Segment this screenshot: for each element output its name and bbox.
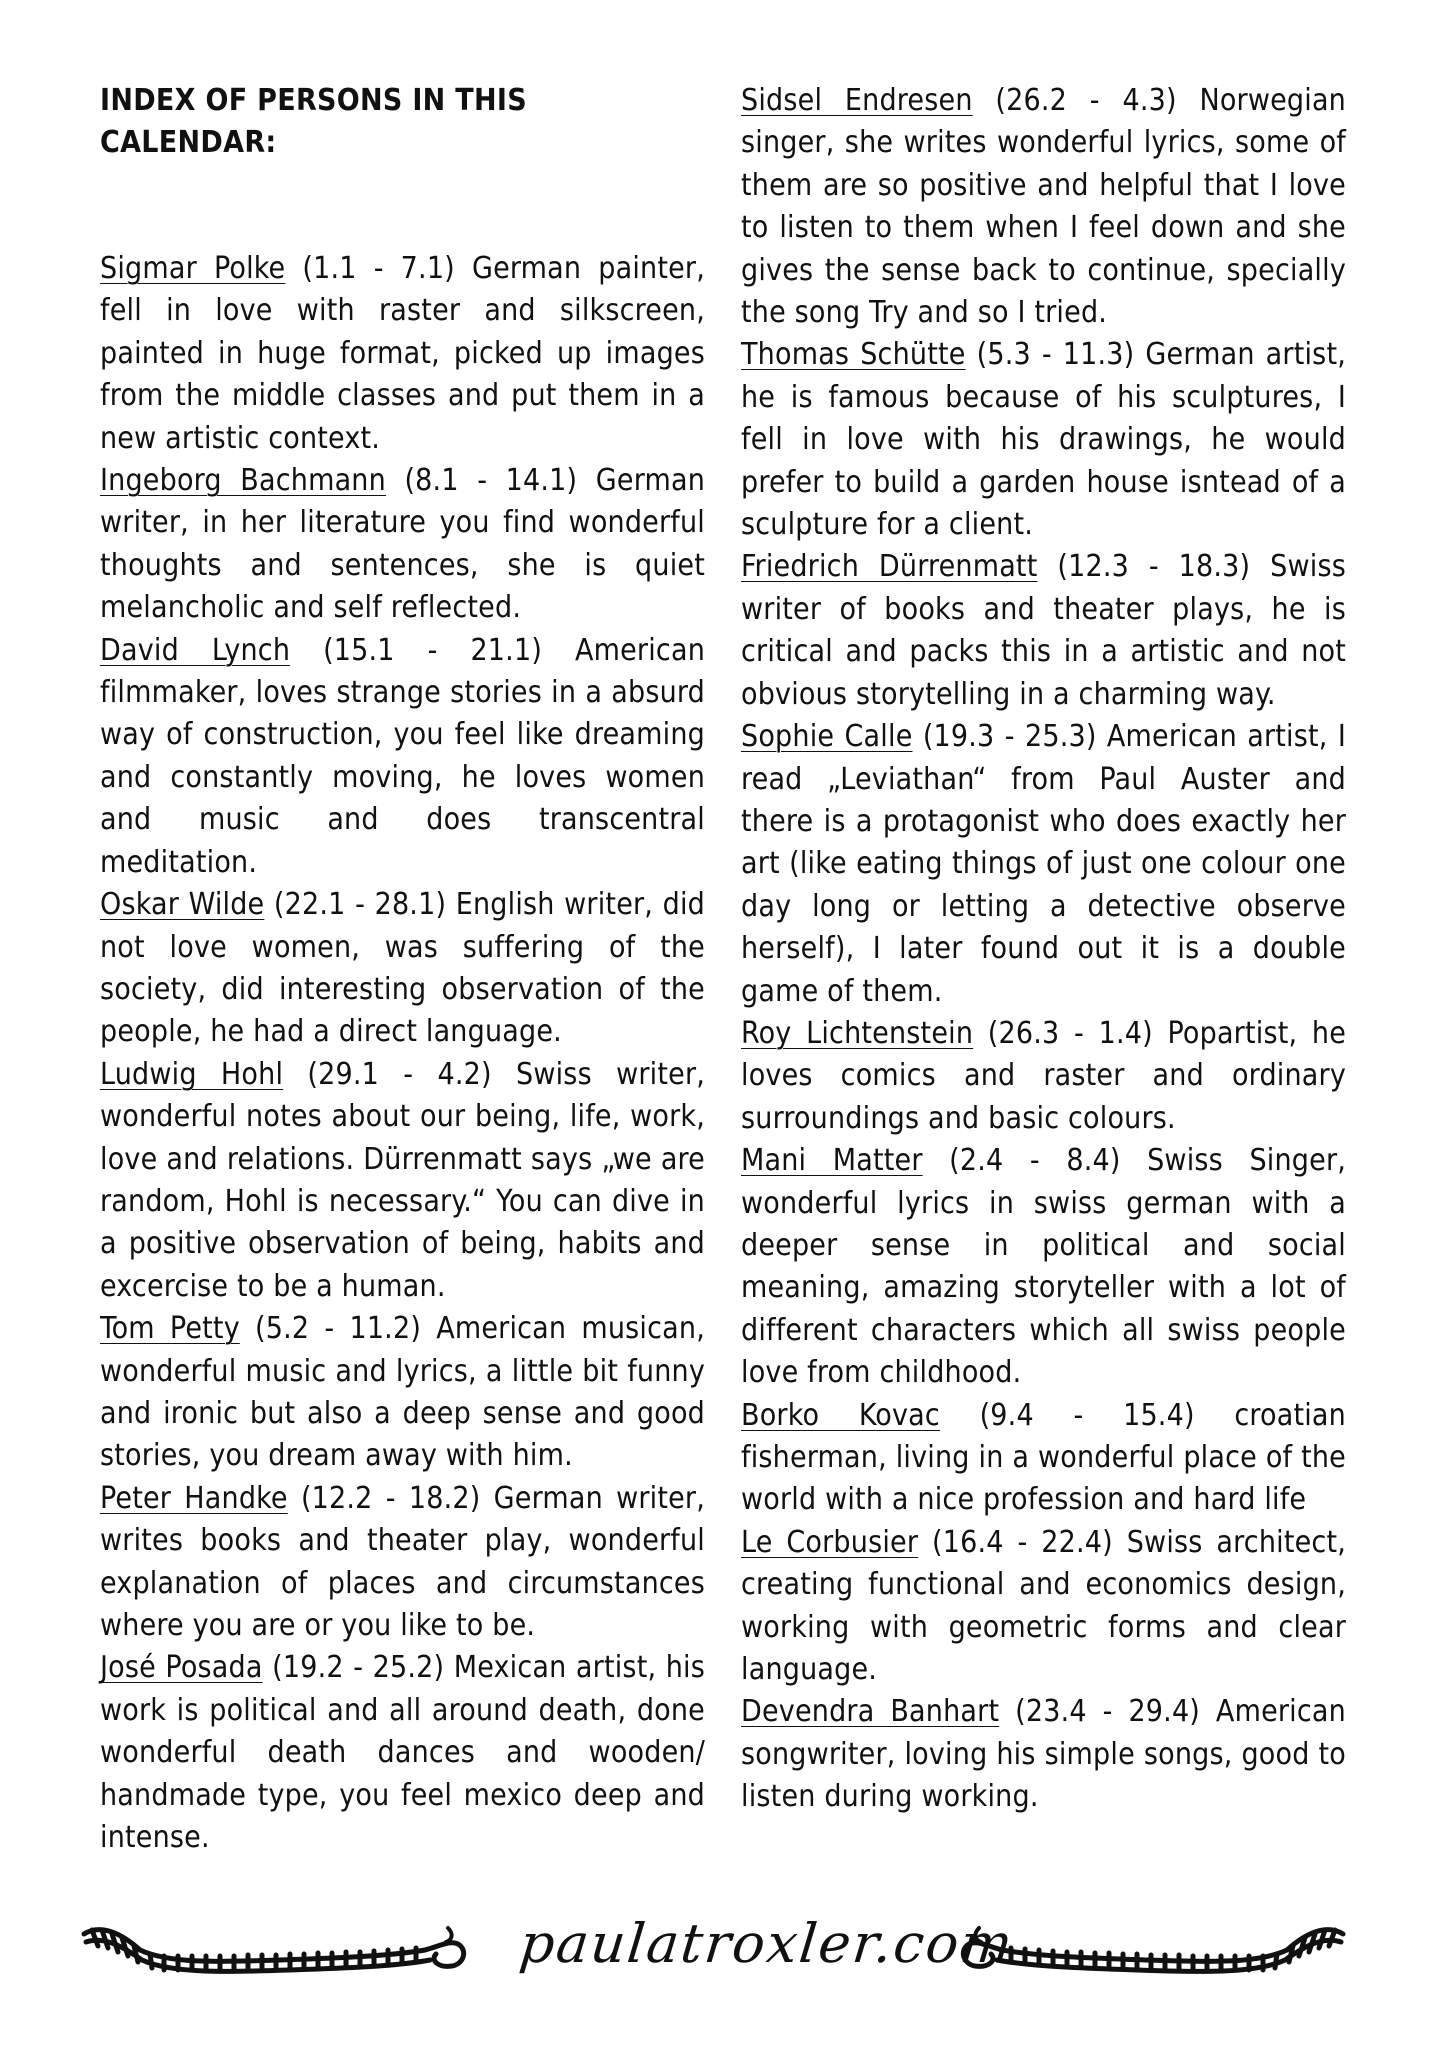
zipper-right-icon — [952, 1920, 1347, 1976]
person-entry — [100, 1478, 705, 1648]
website-signature: paulatroxler.com — [516, 1912, 1018, 1975]
person-name: Roy Lichtenstein — [741, 1015, 974, 1051]
person-description: (15.1 - 21.1) American filmmaker, loves strange stories in a absurd way of construction, you feel like dreaming and constantly moving, he loves women and music and does transcentral meditation. — [100, 632, 705, 880]
right-column — [741, 80, 1346, 1819]
person-name: Mani Matter — [741, 1143, 923, 1179]
person-entry — [741, 1140, 1346, 1394]
person-entry — [100, 248, 705, 460]
person-name: Ludwig Hohl — [100, 1056, 284, 1092]
person-entry — [741, 1522, 1346, 1692]
person-name: Oskar Wilde — [100, 887, 265, 923]
person-entry — [741, 334, 1346, 546]
person-entry — [100, 884, 705, 1054]
person-entry — [741, 716, 1346, 1013]
footer — [80, 1900, 1320, 1990]
person-name: Peter Handke — [100, 1480, 288, 1516]
person-name: José Posada — [100, 1650, 263, 1686]
person-name: Devendra Banhart — [741, 1694, 1000, 1730]
person-name: Thomas Schütte — [741, 337, 966, 373]
person-name: Sophie Calle — [741, 719, 913, 755]
person-entry — [741, 80, 1346, 334]
person-name: Le Corbusier — [741, 1524, 919, 1560]
person-description: (29.1 - 4.2) Swiss writer, wonderful notes about our being, life, work, love and relations. Dürrenmatt says „we are random, Hohl is necessary.“ You can dive in a positive observation of being, habits and excercise to be a human. — [100, 1056, 705, 1304]
person-description: (22.1 - 28.1) English writer, did not love women, was suffering of the society, did interesting observation of the people, he had a direct language. — [100, 887, 705, 1050]
left-column — [100, 80, 705, 1859]
person-name: Tom Petty — [100, 1311, 240, 1347]
person-description: (19.3 - 25.3) American artist, I read „Leviathan“ from Paul Auster and there is a protagonist who does exactly her art (like eating things of just one colour one day long or letting a detective observe herself), I later found out it is a double game of them. — [741, 719, 1346, 1009]
person-entry — [741, 546, 1346, 716]
person-entry — [100, 1647, 705, 1859]
person-name: David Lynch — [100, 632, 291, 668]
person-description: (1.1 - 7.1) German painter, fell in love with raster and silkscreen, painted in huge format, picked up images from the middle classes and put them in a new artistic context. — [100, 251, 705, 456]
person-entry — [741, 1691, 1346, 1818]
person-description: (26.2 - 4.3) Norwegian singer, she writes wonderful lyrics, some of them are so positive and helpful that I love to listen to them when I feel down and she gives the sense back to continue, specially the song Try and so I tried. — [741, 83, 1346, 331]
person-description: (23.4 - 29.4) American songwriter, loving his simple songs, good to listen during working. — [741, 1694, 1346, 1815]
person-description: (19.2 - 25.2) Mexican artist, his work is political and all around death, done wonderful death dances and wooden/ handmade type, you feel mexico deep and intense. — [100, 1650, 705, 1856]
person-entry — [100, 1308, 705, 1478]
page-title: INDEX OF PERSONS IN THIS CALENDAR: — [100, 83, 527, 160]
person-description: (8.1 - 14.1) German writer, in her literature you find wonderful thoughts and sentences, she is quiet melancholic and self reflected. — [100, 463, 706, 626]
person-entry — [100, 1054, 705, 1308]
person-description: (2.4 - 8.4) Swiss Singer, wonderful lyrics in swiss german with a deeper sense in political and social meaning, amazing storyteller with a lot of different characters which all swiss people love from childhood. — [741, 1143, 1346, 1391]
person-description: (12.3 - 18.3) Swiss writer of books and theater plays, he is critical and packs this in a artistic and not obvious storytelling in a charming way. — [741, 549, 1346, 712]
person-entry — [100, 630, 705, 884]
person-entry — [741, 1013, 1346, 1140]
person-entry — [100, 460, 705, 630]
person-description: (5.3 - 11.3) German artist, he is famous because of his sculptures, I fell in love with his drawings, he would prefer to build a garden house isntead of a sculpture for a client. — [741, 337, 1346, 543]
person-description: (5.2 - 11.2) American musican, wonderful music and lyrics, a little bit funny and ironic but also a deep sense and good stories, you dream away with him. — [100, 1311, 705, 1474]
person-name: Sidsel Endresen — [741, 83, 973, 118]
person-name: Sigmar Polke — [100, 251, 286, 286]
person-name: Friedrich Dürrenmatt — [741, 549, 1038, 585]
person-entry — [741, 1395, 1346, 1522]
person-name: Borko Kovac — [741, 1397, 940, 1433]
person-description: (16.4 - 22.4) Swiss architect, creating functional and economics design, working with geometric forms and clear language. — [741, 1524, 1346, 1688]
person-name: Ingeborg Bachmann — [100, 463, 386, 499]
person-description: (12.2 - 18.2) German writer, writes books and theater play, wonderful explanation of places and circumstances where you are or you like to be. — [100, 1480, 705, 1643]
person-description: (9.4 - 15.4) croatian fisherman, living in a wonderful place of the world with a nice profession and hard life — [741, 1397, 1346, 1518]
zipper-left-icon — [80, 1920, 475, 1976]
person-description: (26.3 - 1.4) Popartist, he loves comics and raster and ordinary surroundings and basic colours. — [741, 1015, 1347, 1136]
